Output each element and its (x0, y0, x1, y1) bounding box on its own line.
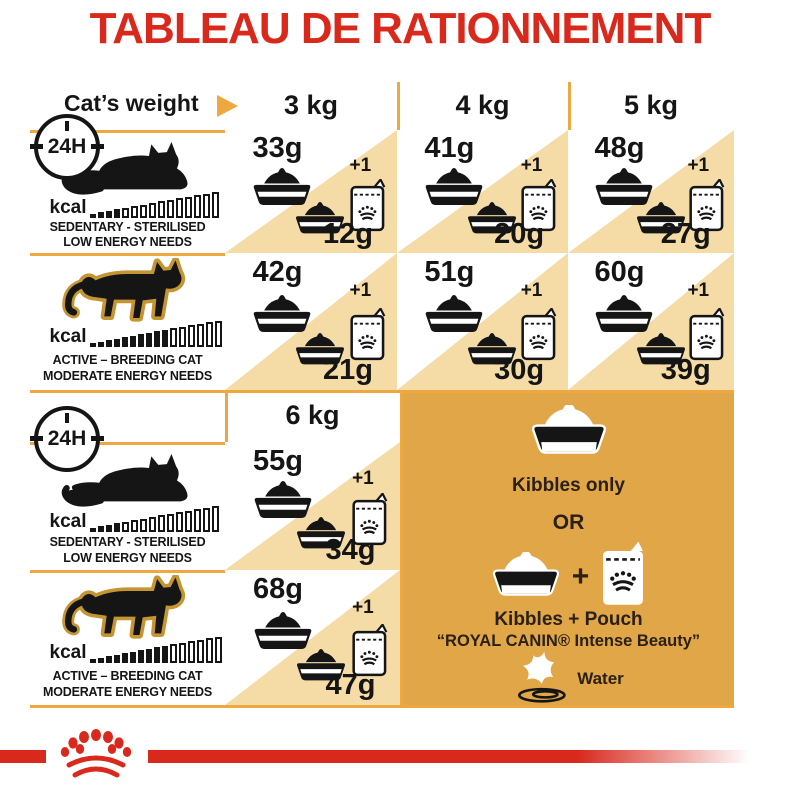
water-splash-icon (513, 651, 569, 708)
extra-pouch-count: +1 (349, 154, 372, 176)
badge-label: 24H (47, 135, 87, 158)
extra-pouch-count: +1 (352, 597, 374, 618)
extra-pouch-count: +1 (520, 280, 543, 302)
kcal-bars-icon (90, 321, 224, 347)
page-title: TABLEAU DE RATIONNEMENT (89, 4, 711, 53)
clock-24h-badge (34, 114, 100, 180)
ration-cell (397, 253, 568, 390)
kcal-label: kcal (49, 511, 87, 533)
kibbles-pouch-icons (403, 541, 734, 612)
column-header-weight: 6 kg (285, 400, 340, 430)
clock-24h-badge (34, 406, 100, 472)
column-header-weight: 5 kg (623, 90, 679, 120)
ration-cell (225, 442, 400, 570)
extra-pouch-count: +1 (520, 154, 543, 176)
kibbles-only-amount: 60g (594, 255, 645, 288)
kcal-row (50, 502, 222, 532)
extra-pouch-count: +1 (349, 280, 372, 302)
kcal-bars-icon (90, 192, 221, 218)
kcal-bars-icon (90, 506, 221, 532)
kcal-row (50, 633, 225, 663)
kibbles-mixed-amount: 47g (325, 669, 376, 702)
column-header-weight: 3 kg (283, 90, 339, 120)
water-label: Water (577, 669, 624, 688)
kibbles-mixed-amount: 39g (660, 354, 711, 387)
food-bowl-icon (490, 552, 562, 602)
kcal-label: kcal (49, 642, 87, 664)
food-bowl-icon (403, 405, 734, 460)
royal-canin-crown-logo (54, 727, 138, 786)
kcal-label: kcal (49, 326, 87, 348)
energy-desc-line1: SEDENTARY - STERILISED (49, 219, 206, 234)
energy-desc-line1: ACTIVE – BREEDING CAT (52, 353, 203, 367)
or-label: OR (552, 511, 585, 534)
kibbles-pouch-label: Kibbles + Pouch (494, 609, 643, 630)
extra-pouch-count: +1 (687, 154, 710, 176)
kibbles-only-amount: 68g (253, 572, 303, 605)
ration-cell (568, 253, 734, 390)
kibbles-only-amount: 51g (424, 255, 475, 288)
energy-desc-line1: SEDENTARY - STERILISED (49, 535, 206, 550)
footer-stripe-right (148, 750, 762, 763)
kibbles-mixed-amount: 12g (322, 217, 373, 250)
energy-desc-line2: MODERATE ENERGY NEEDS (43, 684, 212, 699)
plus-icon: + (571, 559, 590, 593)
pouch-name-label: “ROYAL CANIN® Intense Beauty” (436, 632, 701, 650)
ration-cell (568, 130, 734, 253)
row-label-active (30, 253, 225, 390)
energy-desc-line1: ACTIVE – BREEDING CAT (52, 668, 203, 683)
cats-weight-label: Cat’s weight (64, 90, 199, 116)
kibbles-mixed-amount: 21g (322, 354, 373, 387)
kibbles-only-amount: 42g (252, 255, 303, 288)
kcal-row (50, 317, 225, 347)
kibbles-only-label: Kibbles only (512, 475, 625, 496)
kcal-row (50, 188, 222, 218)
energy-desc-line2: MODERATE ENERGY NEEDS (43, 369, 212, 384)
badge-label: 24H (47, 427, 87, 450)
kibbles-only-amount: 48g (594, 132, 645, 165)
kibbles-mixed-amount: 30g (494, 354, 545, 387)
ration-cell (397, 130, 568, 253)
kibbles-only-amount: 33g (252, 132, 303, 165)
legend-box (403, 393, 734, 705)
kcal-bars-icon (90, 637, 224, 663)
kcal-label: kcal (49, 196, 87, 218)
row-label-active (30, 570, 225, 705)
footer-stripe-left (0, 750, 46, 763)
water-row (403, 651, 734, 708)
ration-cell (225, 570, 400, 705)
extra-pouch-count: +1 (687, 280, 710, 302)
extra-pouch-count: +1 (352, 467, 374, 489)
ration-cell (225, 253, 397, 390)
kibbles-mixed-amount: 34g (325, 534, 376, 567)
pouch-icon (599, 541, 647, 612)
column-header-weight: 4 kg (455, 90, 510, 120)
energy-desc-line2: LOW ENERGY NEEDS (63, 550, 192, 565)
kibbles-only-amount: 41g (424, 132, 475, 165)
kibbles-only-amount: 55g (253, 444, 303, 477)
ration-cell (225, 130, 397, 253)
energy-desc-line2: LOW ENERGY NEEDS (63, 234, 192, 249)
kibbles-mixed-amount: 27g (660, 217, 711, 250)
kibbles-mixed-amount: 20g (494, 217, 545, 250)
